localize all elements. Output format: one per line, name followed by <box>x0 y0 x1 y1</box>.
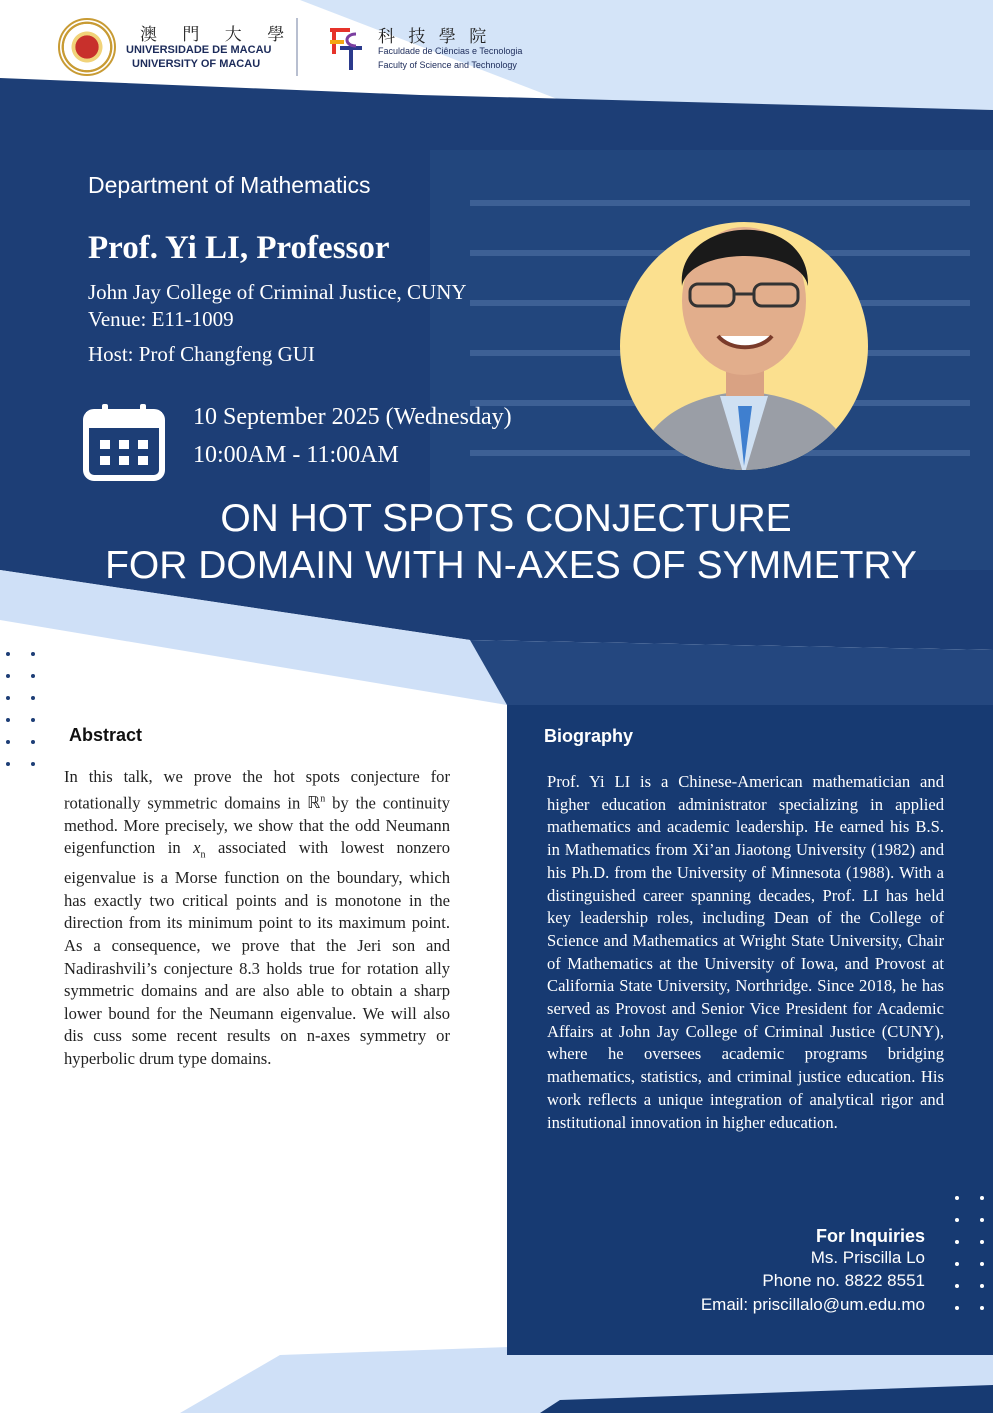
abstract-text-part-2: by the continuity method. More precisely, we show that the odd Neumann eigenfunction in <box>64 793 450 858</box>
department-name: Department of Mathematics <box>88 172 371 198</box>
um-name-portuguese: UNIVERSIDADE DE MACAU <box>126 44 272 56</box>
math-symbol-rn: ℝ$^n$ <box>307 793 326 813</box>
abstract-text-part-3: associated with lowest nonzero eigenvalue is a Morse function on the boundary, which has exactly two critical points and is monotone in the direction from its minimum point to its maximum point. As a consequence, we prove that the Jeri son and Nadirashvili’s conjecture 8.3 holds true for rotation ally symmetric domains and are also able to obtain a sharp lower bound for the Neumann eigenvalue. We will also dis cuss some recent results on n-axes symmetry or hyperbolic drum type domains. <box>64 838 450 1068</box>
speaker-name: Prof. Yi LI, Professor <box>88 230 390 266</box>
contact-email[interactable]: Email: priscillalo@um.edu.mo <box>700 1295 925 1314</box>
event-venue: Venue: E11-1009 <box>88 307 234 331</box>
fst-logo-icon <box>326 24 366 72</box>
abstract-text <box>64 766 450 1071</box>
speaker-photo <box>620 186 868 476</box>
talk-title-line-2: FOR DOMAIN WITH N-AXES OF SYMMETRY <box>105 544 917 587</box>
fst-name-portuguese: Faculdade de Ciências e Tecnologia <box>378 46 523 56</box>
speaker-affiliation: John Jay College of Criminal Justice, CUNY <box>88 280 467 304</box>
event-time: 10:00AM - 11:00AM <box>193 442 399 468</box>
abstract-text-part-1: In this talk, we prove the hot spots conjecture for rotationally symmetric domains in <box>64 767 450 813</box>
event-host: Host: Prof Changfeng GUI <box>88 342 315 366</box>
talk-title-line-1: ON HOT SPOTS CONJECTURE <box>220 497 792 540</box>
math-symbol-xn: $x_n$ <box>193 838 206 861</box>
biography-heading: Biography <box>544 726 634 746</box>
calendar-icon <box>82 402 166 482</box>
inquiries-heading: For Inquiries <box>815 1226 925 1246</box>
fst-name-english: Faculty of Science and Technology <box>378 60 517 70</box>
university-of-macau-seal-icon <box>58 18 116 76</box>
header-divider <box>296 18 298 76</box>
contact-name: Ms. Priscilla Lo <box>810 1248 925 1267</box>
abstract-heading: Abstract <box>69 725 143 745</box>
biography-text: Prof. Yi LI is a Chinese-American mathematician and higher education administrator specializing in applied mathematics and academic leadership. He earned his B.S. in Mathematics from Xi’an Jiaotong University (1982) and his Ph.D. from the University of Minnesota (1988). With a distinguished career spanning decades, Prof. LI has held key leadership roles, including Dean of the College of Science and Mathematics at Wright State University, Chair of Mathematics at the University of Iowa, and Provost at California State University, Northridge. Since 2018, he has served as Provost and Senior Vice President for Academic Affairs at John Jay College of Criminal Justice (CUNY), where he oversees academic programs bridging mathematics, statistics, and criminal justice education. His work reflects a unique integration of analytical rigor and institutional innovation in higher education. <box>547 772 944 1132</box>
decorative-dots-left <box>6 652 40 772</box>
fst-name-chinese: 科 技 學 院 <box>378 27 491 47</box>
um-name-chinese: 澳 門 大 學 <box>140 25 295 45</box>
contact-phone: Phone no. 8822 8551 <box>762 1271 925 1290</box>
event-date: 10 September 2025 (Wednesday) <box>193 404 512 430</box>
um-name-english: UNIVERSITY OF MACAU <box>132 58 261 70</box>
decorative-dots-right <box>955 1196 989 1312</box>
